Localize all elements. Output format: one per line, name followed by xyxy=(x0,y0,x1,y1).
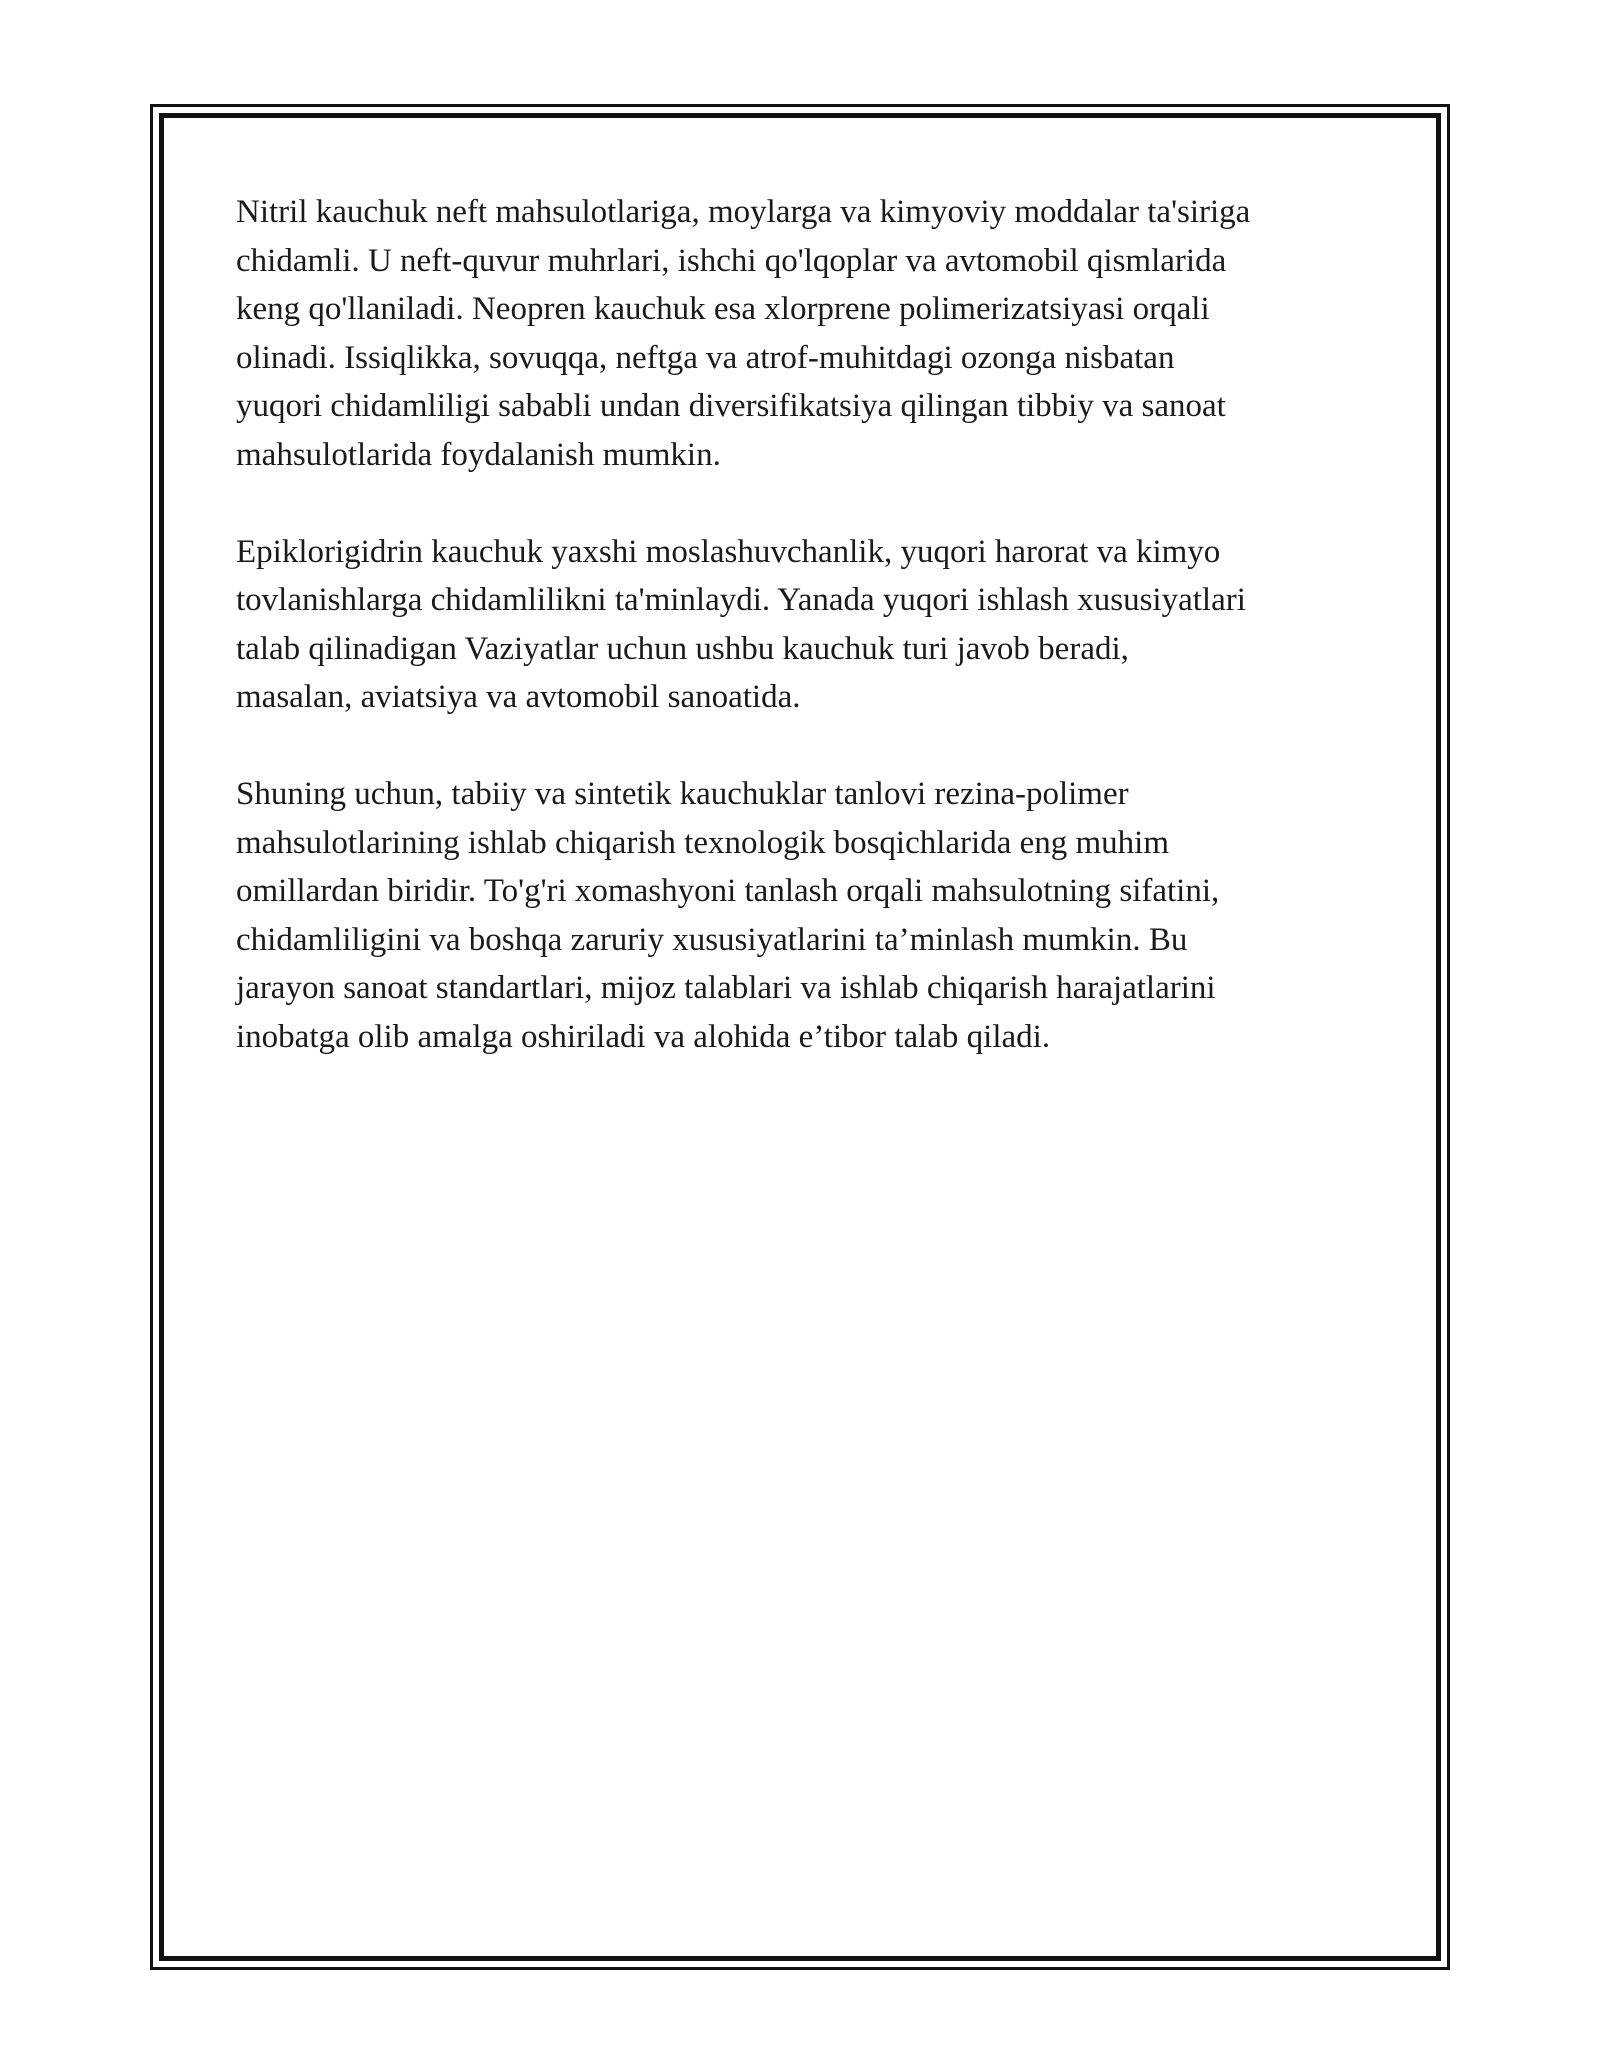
text-line: keng qo'llaniladi. Neopren kauchuk esa xlorprene polimerizatsiyasi orqali xyxy=(236,291,1210,328)
paragraph-1 xyxy=(236,188,1386,480)
paragraph-3 xyxy=(236,770,1386,1062)
text-line: Nitril kauchuk neft mahsulotlariga, moylarga va kimyoviy moddalar ta'siriga xyxy=(236,194,1251,230)
text-line: yuqori chidamliligi sababli undan diversifikatsiya qilingan tibbiy va sanoat xyxy=(236,388,1226,425)
text-line: mahsulotlarining ishlab chiqarish texnologik bosqichlarida eng muhim xyxy=(236,824,1170,861)
text-line: chidamliligini va boshqa zaruriy xususiyatlarini ta’minlash mumkin. Bu xyxy=(236,921,1188,958)
text-line: inobatga olib amalga oshiriladi va alohida e’tibor talab qiladi. xyxy=(236,1018,1051,1055)
paragraph-2 xyxy=(236,528,1386,722)
text-line: Shuning uchun, tabiiy va sintetik kauchuklar tanlovi rezina-polimer xyxy=(236,775,1129,812)
text-line: masalan, aviatsiya va avtomobil sanoatida. xyxy=(236,679,801,716)
text-line: chidamli. U neft-quvur muhrlari, ishchi qo'lqoplar va avtomobil qismlarida xyxy=(236,242,1227,279)
text-line: omillardan biridir. To'g'ri xomashyoni tanlash orqali mahsulotning sifatini, xyxy=(236,873,1220,910)
text-line: mahsulotlarida foydalanish mumkin. xyxy=(236,436,721,473)
text-line: jarayon sanoat standartlari, mijoz talablari va ishlab chiqarish harajatlarini xyxy=(236,970,1216,1007)
text-line: olinadi. Issiqlikka, sovuqqa, neftga va atrof-muhitdagi ozonga nisbatan xyxy=(236,339,1175,376)
text-line: Epiklorigidrin kauchuk yaxshi moslashuvchanlik, yuqori harorat va kimyo xyxy=(236,533,1221,570)
text-line: tovlanishlarga chidamlilikni ta'minlaydi. Yanada yuqori ishlash xususiyatlari xyxy=(236,582,1246,619)
document-body xyxy=(236,188,1386,1110)
text-line: talab qilinadigan Vaziyatlar uchun ushbu kauchuk turi javob beradi, xyxy=(236,630,1129,667)
